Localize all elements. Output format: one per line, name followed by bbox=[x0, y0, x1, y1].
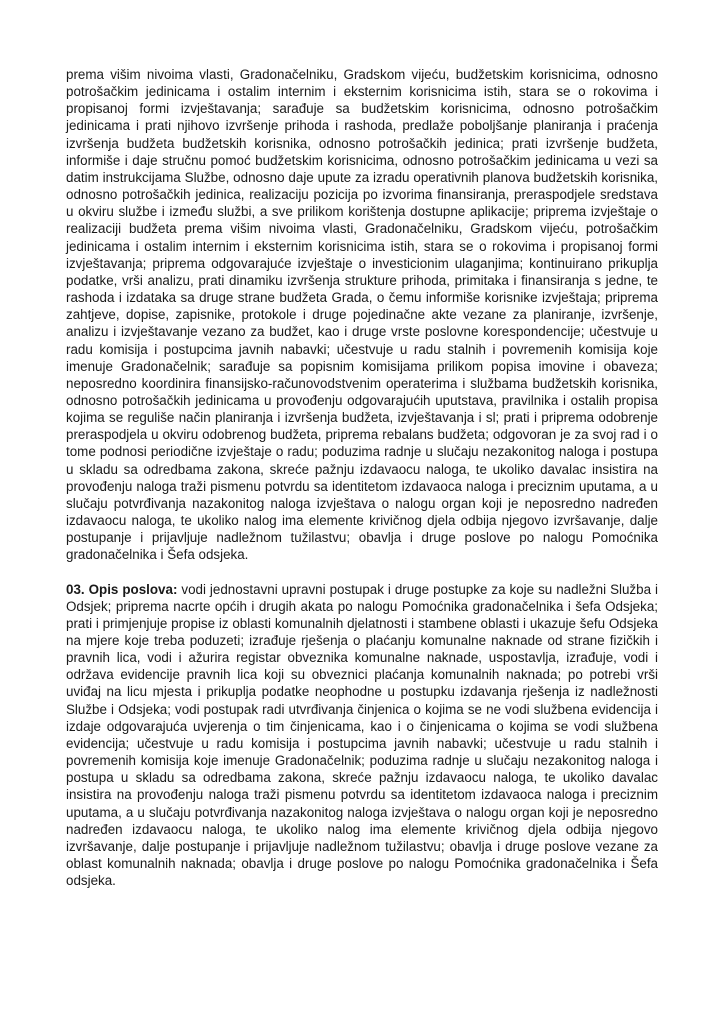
section-text-03: vodi jednostavni upravni postupak i druge postupke za koje su nadležni Služba i Odsjek; priprema nacrte općih i drugih akata po nalogu Pomoćnika gradonačelnika i šefa Odsjeka; prati i primjenjuje propise iz oblasti komunalnih djelatnosti i stambene oblasti i ukazuje šefu Odsjeka na mjere koje treba poduzeti; izrađuje rješenja o plaćanju komunalne naknade od strane fizičkih i pravnih lica, vodi i ažurira registar obveznika komunalne naknade, uspostavlja, izrađuje, vodi i održava evidencije pravnih lica koji su obveznici plaćanja komunalnih naknada; po potrebi vrši uviđaj na licu mjesta i prikuplja podatke neophodne u postupku izdavanja rješenja iz nadležnosti Službe i Odsjeka; vodi postupak radi utvrđivanja činjenica o kojima se ne vodi službena evidencija i izdaje odgovarajuća uvjerenja o tim činjenicama, kao i o činjenicama o kojima se vodi službena evidencija; učestvuje u radu komisija i postupcima javnih nabavki; učestvuje u radu stalnih i povremenih komisija koje imenuje Gradonačelnik; poduzima radnje u slučaju nezakonitog naloga i postupa u skladu sa odredbama zakona, skreće pažnju izdavaocu naloga, te ukoliko davalac insistira na provođenju naloga traži pismenu potvrdu sa identitetom izdavaoca naloga i preciznim uputama, a u slučaju potvrđivanja nazakonitog naloga izvještava o nalogu organ koji je neposredno nadređen izdavaocu naloga, te ukoliko nalog ima elemente krivičnog djela odbija njegovo izvršavanje, dalje postupanje i prijavljuje nadležnom tužilastvu; obavlja i druge poslove vezane za oblast komunalnih naknada; obavlja i druge poslove po nalogu Pomoćnika gradonačelnika i Šefa odsjeka. bbox=[66, 581, 658, 889]
document-body bbox=[66, 66, 658, 889]
section-heading-03: 03. Opis poslova: bbox=[66, 581, 178, 597]
paragraph-job-description-03 bbox=[66, 581, 658, 890]
paragraph-job-description-continued: prema višim nivoima vlasti, Gradonačelniku, Gradskom vijeću, budžetskim korisnicima, odnosno potrošačkim jedinicama i ostalim internim i eksternim korisnicima istih, stara se o rokovima i propisanoj formi izvještavanja; sarađuje sa budžetskim korisnicima, odnosno potrošačkim jedinicama i prati njihovo izvršenje prihoda i rashoda, predlaže poboljšanje planiranja i praćenja izvršenja budžeta budžetskih korisnika, odnosno potrošačkih jedinica; prati izvršenje budžeta, informiše i daje stručnu pomoć budžetskim korisnicima, odnosno potrošačkim jedinicama u vezi sa datim instrukcijama Službe, odnosno daje upute za izradu operativnih planova budžetskih korisnika, odnosno potrošačkih jedinica, realizaciju pozicija po izvorima finansiranja, preraspodjele sredstava u okviru službe i između službi, a sve prilikom korištenja dostupne aplikacije; priprema izvještaje o realizaciji budžeta prema višim nivoima vlasti, Gradonačelniku, Gradskom vijeću, potrošačkim jedinicama i ostalim internim i eksternim korisnicima istih, stara se o rokovima i propisanoj formi izvještavanja; priprema odgovarajuće izvještaje o investicionim ulaganjima; kontinuirano prikuplja podatke, vrši analizu, prati dinamiku izvršenja strukture prihoda, primitaka i finansiranja s jedne, te rashoda i izdataka sa druge strane budžeta Grada, o čemu informiše korisnike izvještaja; priprema zahtjeve, dopise, zapisnike, protokole i druge pojedinačne akte vezane za planiranje, izvršenje, analizu i izvještavanje vezano za budžet, kao i druge vrste poslovne korespondencije; učestvuje u radu komisija i postupcima javnih nabavki; učestvuje u radu stalnih i povremenih komisija koje imenuje Gradonačelnik; sarađuje sa popisnim komisijama prilikom popisa imovine i obaveza; neposredno koordinira finansijsko-računovodstvenim operaterima i službama budžetskih korisnika, odnosno potrošačkih jedinicama u provođenju odgovarajućih uputstava, pravilnika i ostalih propisa kojima se reguliše način planiranja i izvršenja budžeta, izvještavanja i sl; prati i priprema odobrenje preraspodjela u okviru odobrenog budžeta, priprema rebalans budžeta; odgovoran je za svoj rad i o tome podnosi periodične izvještaje o radu; poduzima radnje u slučaju nezakonitog naloga i postupa u skladu sa odredbama zakona, skreće pažnju izdavaocu naloga, te ukoliko davalac insistira na provođenju naloga traži pismenu potvrdu sa identitetom izdavaoca naloga i preciznim uputama, a u slučaju potvrđivanja nazakonitog naloga izvještava o nalogu organ koji je neposredno nadređen izdavaocu naloga, te ukoliko nalog ima elemente krivičnog djela odbija njegovo izvršavanje, dalje postupanje i prijavljuje nadležnom tužilastvu; obavlja i druge poslove po nalogu Pomoćnika gradonačelnika i Šefa odsjeka. bbox=[66, 67, 658, 563]
